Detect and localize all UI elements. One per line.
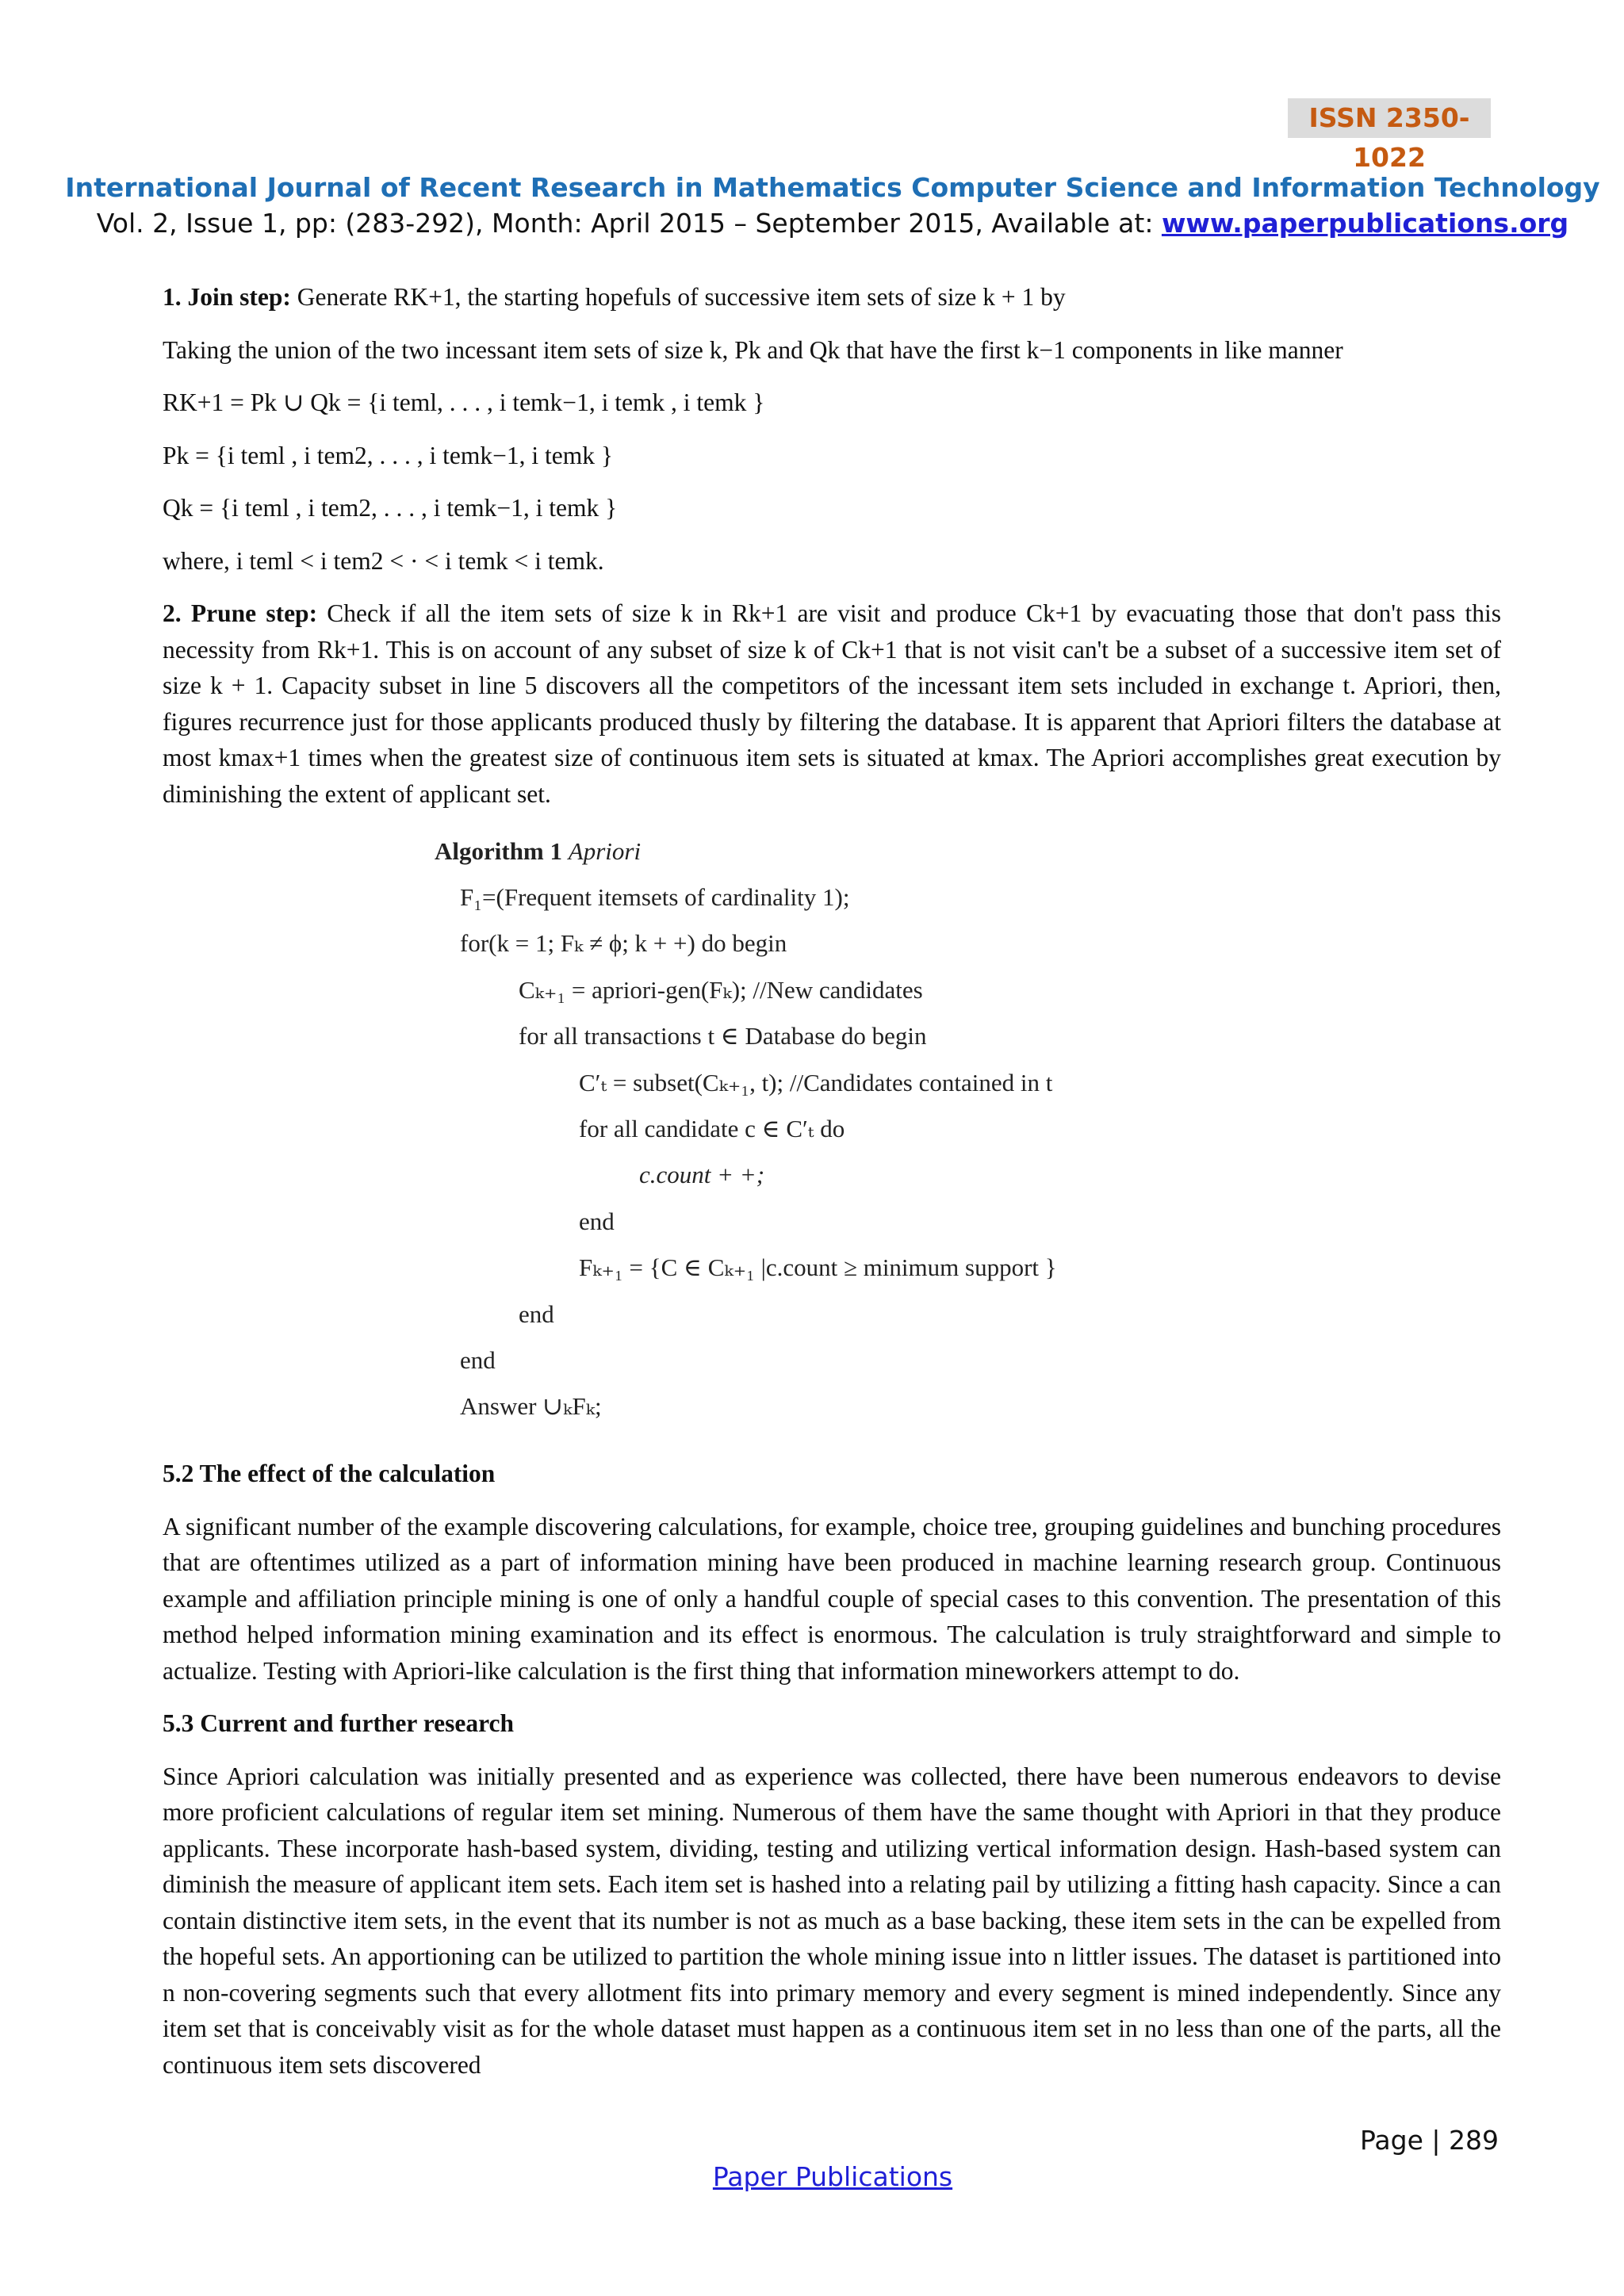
body-text <box>163 279 1501 828</box>
prune-step-text: Check if all the item sets of size k in Rk+1 are visit and produce Ck+1 by evacuating those that don't pass this necessity from Rk+1. This is on account of any subset of size k of Ck+1 that is not visit can't be a subset of a successive item set of size k + 1. Capacity subset in line 5 discovers all the competitors of the incessant item sets included in exchange t. Apriori, then, figures recurrence just for those applicants produced thusly by filtering the database. It is apparent that Apriori filters the database at most kmax+1 times when the greatest size of continuous item sets is situated at kmax. The Apriori accomplishes great execution by diminishing the extent of applicant set. <box>163 599 1501 808</box>
publisher-link[interactable]: Paper Publications <box>712 2161 953 2192</box>
join-step-text: Generate RK+1, the starting hopefuls of successive item sets of size k + 1 by <box>290 283 1066 311</box>
algorithm-figure <box>435 829 1212 1432</box>
algo-line: Answer ∪ₖFₖ; <box>460 1392 602 1420</box>
formula-where: where, i teml < i tem2 < · < i temk < i temk. <box>163 546 604 575</box>
join-step-paragraph <box>163 279 1501 316</box>
algorithm-title-italic: Apriori <box>568 837 642 865</box>
algo-line: Fₖ₊₁ = {C ∈ Cₖ₊₁ |c.count ≥ minimum support } <box>579 1253 1057 1281</box>
algo-line: Cₖ₊₁ = apriori-gen(Fₖ); //New candidates <box>519 976 923 1004</box>
algo-line: for all candidate c ∈ C′ₜ do <box>579 1115 845 1142</box>
algo-line: end <box>460 1346 496 1374</box>
prune-step-label: 2. Prune step: <box>163 599 318 627</box>
volume-text: Vol. 2, Issue 1, pp: (283-292), Month: April 2015 – September 2015, Available at: <box>96 208 1162 239</box>
website-link[interactable]: www.paperpublications.org <box>1161 208 1569 239</box>
algo-line: C′ₜ = subset(Cₖ₊₁, t); //Candidates contained in t <box>579 1069 1053 1096</box>
algo-line: end <box>579 1207 615 1235</box>
formula-rk: RK+1 = Pk ∪ Qk = {i teml, . . . , i temk−1, i temk , i temk } <box>163 388 765 416</box>
algo-line: for(k = 1; Fₖ ≠ ϕ; k + +) do begin <box>460 929 787 957</box>
formula-pk: Pk = {i teml , i tem2, . . . , i temk−1, i temk } <box>163 441 613 469</box>
algo-line: c.count + +; <box>639 1161 765 1188</box>
algo-line: F₁=(Frequent itemsets of cardinality 1); <box>460 883 850 911</box>
section-5-3-body: Since Apriori calculation was initially presented and as experience was collected, there have been numerous endeavors to devise more proficient calculations of regular item set mining. Numerous of them have the same thought with Apriori in that they produce applicants. These incorporate hash-based system, dividing, testing and utilizing vertical information design. Hash-based system can diminish the measure of applicant item sets. Each item set is hashed into a relating pail by utilizing a fitting hash capacity. Since a can contain distinctive item sets, in the event that its number is not as much as a base backing, these item sets in the can be expelled from the hopeful sets. An apportioning can be utilized to partition the whole mining issue into n littler issues. The dataset is partitioned into n non-covering segments such that every allotment fits into primary memory and every segment is mined independently. Since any item set that is conceivably visit as for the whole dataset must happen as a continuous item set in no less than one of the parts, all the continuous item sets discovered <box>163 1762 1501 2079</box>
algo-line: end <box>519 1300 554 1328</box>
sections-text <box>163 1456 1501 2099</box>
page-number: Page | 289 <box>1360 2125 1499 2156</box>
algo-line: for all transactions t ∈ Database do begin <box>519 1022 927 1050</box>
journal-title: International Journal of Recent Research in Mathematics Computer Science and Information Technology <box>65 172 1600 203</box>
volume-line <box>0 208 1624 239</box>
section-5-2-body: A significant number of the example discovering calculations, for example, choice tree, grouping guidelines and bunching procedures that are oftentimes utilized as a part of information mining have been produced in machine learning research group. Continuous example and affiliation principle mining is one of only a handful couple of special cases to this convention. The presentation of this method helped information mining examination and its effect is enormous. The calculation is truly straightforward and simple to actualize. Testing with Apriori-like calculation is the first thing that information mineworkers attempt to do. <box>163 1512 1501 1685</box>
algorithm-title <box>435 837 641 866</box>
algorithm-title-bold: Algorithm 1 <box>435 837 563 865</box>
formula-qk: Qk = {i teml , i tem2, . . . , i temk−1, i temk } <box>163 494 618 522</box>
issn-badge: ISSN 2350-1022 <box>1288 98 1491 138</box>
section-5-2-heading: 5.2 The effect of the calculation <box>163 1460 496 1487</box>
prune-step-paragraph <box>163 595 1501 812</box>
footer <box>0 2161 1624 2192</box>
join-step-label: 1. Join step: <box>163 283 291 311</box>
section-5-3-heading: 5.3 Current and further research <box>163 1709 514 1737</box>
join-union-text: Taking the union of the two incessant item sets of size k, Pk and Qk that have the first k−1 components in like manner <box>163 335 1343 364</box>
